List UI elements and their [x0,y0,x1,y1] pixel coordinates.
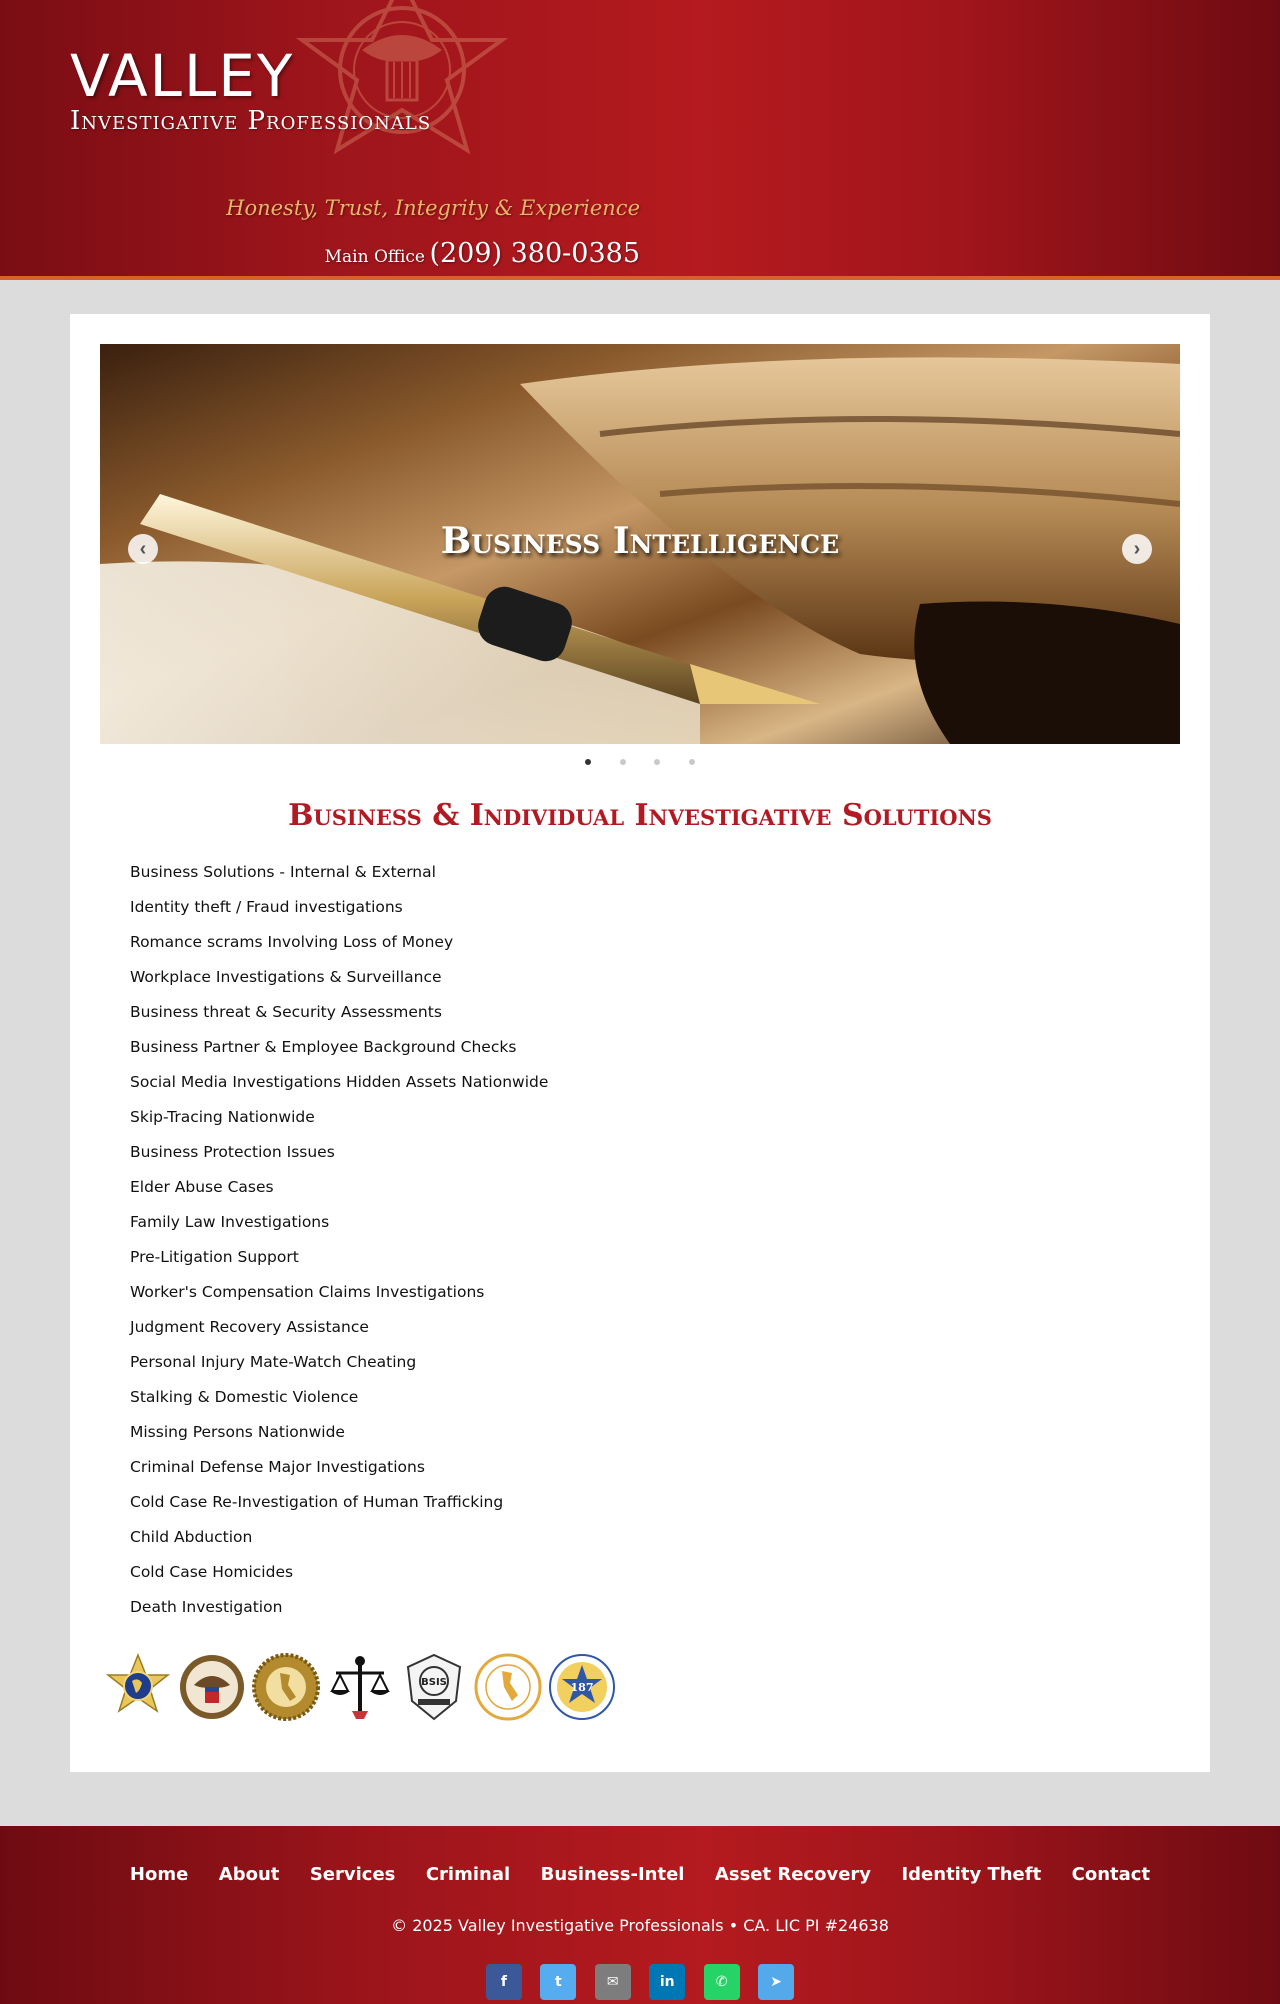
main-content-card [70,314,1210,1772]
image-slider[interactable] [100,344,1180,744]
linkedin-icon[interactable]: in [649,1964,685,2000]
list-item: Romance scrams Involving Loss of Money [130,933,454,951]
list-item: Child Abduction [130,1528,253,1546]
list-item: Personal Injury Mate-Watch Cheating [130,1353,417,1371]
slider-prev-button[interactable] [128,534,158,564]
logo-title[interactable]: VALLEY [70,42,295,110]
list-item: Missing Persons Nationwide [130,1423,345,1441]
footer-nav-asset-recovery[interactable]: Asset Recovery [714,1864,872,1885]
site-header [0,0,1280,280]
phone-number-link[interactable]: (209) 380-0385 [429,238,640,269]
justice-scales-icon [326,1653,394,1721]
list-item: Cold Case Re-Investigation of Human Trafficking [130,1493,504,1511]
california-seal-icon [252,1653,320,1721]
list-item: Elder Abuse Cases [130,1178,274,1196]
california-association-icon [474,1653,542,1721]
list-item: Business Solutions - Internal & External [130,863,436,881]
social-share-bar [0,1964,1280,2000]
twitter-icon[interactable]: t [540,1964,576,2000]
logo-subtitle[interactable]: Investigative Professionals [70,106,432,136]
footer-nav-about[interactable]: About [218,1864,280,1885]
footer-nav-business-intel[interactable]: Business-Intel [540,1864,685,1885]
whatsapp-icon[interactable]: ✆ [704,1964,740,2000]
list-item: Worker's Compensation Claims Investigations [130,1283,485,1301]
bsis-badge-label: BSIS [421,1677,447,1688]
services-list [130,862,548,1632]
slider-dot-2[interactable] [620,759,626,765]
list-item: Workplace Investigations & Surveillance [130,968,442,986]
homicide-187-badge-icon [548,1653,616,1721]
homicide-badge-label: 187 [570,1681,594,1694]
slider-pagination [70,752,1210,770]
list-item: Pre-Litigation Support [130,1248,299,1266]
footer-nav-criminal[interactable]: Criminal [425,1864,511,1885]
slide-title: Business Intelligence [440,520,840,562]
footer-nav-contact[interactable]: Contact [1071,1864,1151,1885]
footer-nav-home[interactable]: Home [129,1864,189,1885]
list-item: Social Media Investigations Hidden Assets Nationwide [130,1073,549,1091]
bsis-badge-icon [400,1653,468,1721]
list-item: Cold Case Homicides [130,1563,294,1581]
footer-nav [0,1864,1280,1885]
slider-dot-4[interactable] [689,759,695,765]
phone-line [325,238,640,269]
email-icon[interactable]: ✉ [595,1964,631,2000]
tagline: Honesty, Trust, Integrity & Experience [226,196,640,220]
slider-next-button[interactable] [1122,534,1152,564]
list-item: Family Law Investigations [130,1213,330,1231]
chevron-right-icon: › [1133,538,1141,560]
eagle-seal-icon [178,1653,246,1721]
site-footer [0,1826,1280,2004]
chevron-left-icon: ‹ [139,538,147,560]
copyright-text: © 2025 Valley Investigative Professionals • CA. LIC PI #24638 [391,1916,889,1935]
footer-nav-identity-theft[interactable]: Identity Theft [901,1864,1042,1885]
star-badge-icon [104,1653,172,1721]
slider-dot-1[interactable] [585,759,591,765]
section-title: Business & Individual Investigative Solutions [288,798,992,833]
list-item: Business Protection Issues [130,1143,335,1161]
list-item: Judgment Recovery Assistance [130,1318,369,1336]
facebook-icon[interactable]: f [486,1964,522,2000]
eagle-star-seal-icon [282,0,522,180]
list-item: Business threat & Security Assessments [130,1003,442,1021]
list-item: Stalking & Domestic Violence [130,1388,359,1406]
association-badges [104,1652,616,1722]
list-item: Criminal Defense Major Investigations [130,1458,425,1476]
phone-label: Main Office [324,247,425,267]
list-item: Business Partner & Employee Background Checks [130,1038,517,1056]
list-item: Identity theft / Fraud investigations [130,898,403,916]
telegram-icon[interactable]: ➤ [758,1964,794,2000]
slider-dot-3[interactable] [654,759,660,765]
list-item: Skip-Tracing Nationwide [130,1108,315,1126]
list-item: Death Investigation [130,1598,283,1616]
footer-nav-services[interactable]: Services [309,1864,396,1885]
